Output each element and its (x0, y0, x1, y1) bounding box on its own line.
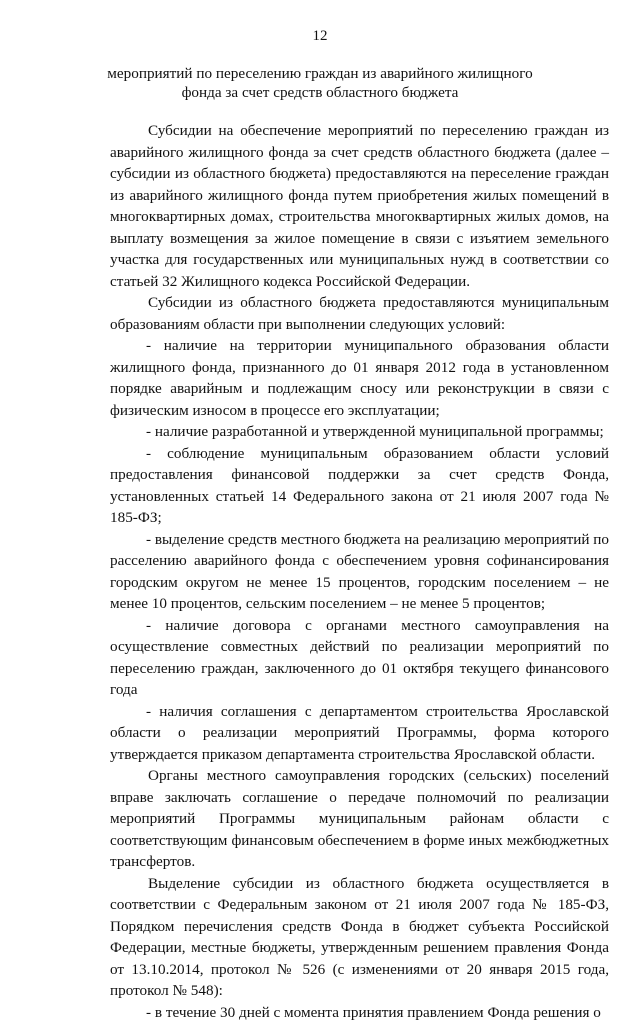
list-item-condition-5: - наличие договора с органами местного самоуправления на осуществление совместных действий по реализации мероприятий по переселению граждан, заключенного до 01 октября текущего финансового года (110, 615, 609, 701)
list-item-30-days: - в течение 30 дней с момента принятия правлением Фонда решения о (110, 1002, 609, 1023)
paragraph-conditions-intro: Субсидии из областного бюджета предоставляются муниципальным образованиям области при выполнении следующих условий: (110, 292, 609, 335)
page-number: 12 (0, 26, 640, 48)
list-item-condition-6: - наличия соглашения с департаментом строительства Ярославской области о реализации мероприятий Программы, форма которого утверждается приказом департамента строительства Ярославской области. (110, 701, 609, 766)
document-body (110, 120, 609, 1023)
list-item-condition-3: - соблюдение муниципальным образованием области условий предоставления финансовой поддержки за счет средств Фонда, установленных статьей 14 Федерального закона от 21 июля 2007 года № 185-ФЗ; (110, 443, 609, 529)
list-item-condition-4: - выделение средств местного бюджета на реализацию мероприятий по расселению аварийного фонда с обеспечением уровня софинансирования городским округом не менее 15 процентов, городским поселением – не менее 10 процентов, сельским поселением – не менее 5 процентов; (110, 529, 609, 615)
section-heading: мероприятий по переселению граждан из аварийного жилищного фонда за счет средств областного бюджета (100, 64, 540, 102)
list-item-condition-2: - наличие разработанной и утвержденной муниципальной программы; (110, 421, 609, 443)
paragraph-subsidy-allocation: Выделение субсидии из областного бюджета осуществляется в соответствии с Федеральным законом от 21 июля 2007 года № 185-ФЗ, Порядком перечисления средств Фонда в бюджет субъекта Российской Федерации, местные бюджеты, утвержденным решением правления Фонда от 13.10.2014, протокол № 526 (с изменениями от 20 января 2015 года, протокол № 548): (110, 873, 609, 1002)
list-item-condition-1: - наличие на территории муниципального образования области жилищного фонда, признанного до 01 января 2012 года в установленном порядке аварийным и подлежащим сносу или реконструкции в связи с физическим износом в процессе его эксплуатации; (110, 335, 609, 421)
paragraph-local-authorities: Органы местного самоуправления городских (сельских) поселений вправе заключать соглашение о передаче полномочий по реализации мероприятий Программы муниципальным районам области с соответствующим финансовым обеспечением в форме иных межбюджетных трансфертов. (110, 765, 609, 873)
paragraph-subsidies-purpose: Субсидии на обеспечение мероприятий по переселению граждан из аварийного жилищного фонда за счет средств областного бюджета (далее – субсидии из областного бюджета) предоставляются на переселение граждан из аварийного жилищного фонда путем приобретения жилых помещений в многоквартирных домах, строительства многоквартирных жилых домов, на выплату возмещения за жилое помещение в связи с изъятием земельного участка для государственных или муниципальных нужд в соответствии со статьей 32 Жилищного кодекса Российской Федерации. (110, 120, 609, 292)
